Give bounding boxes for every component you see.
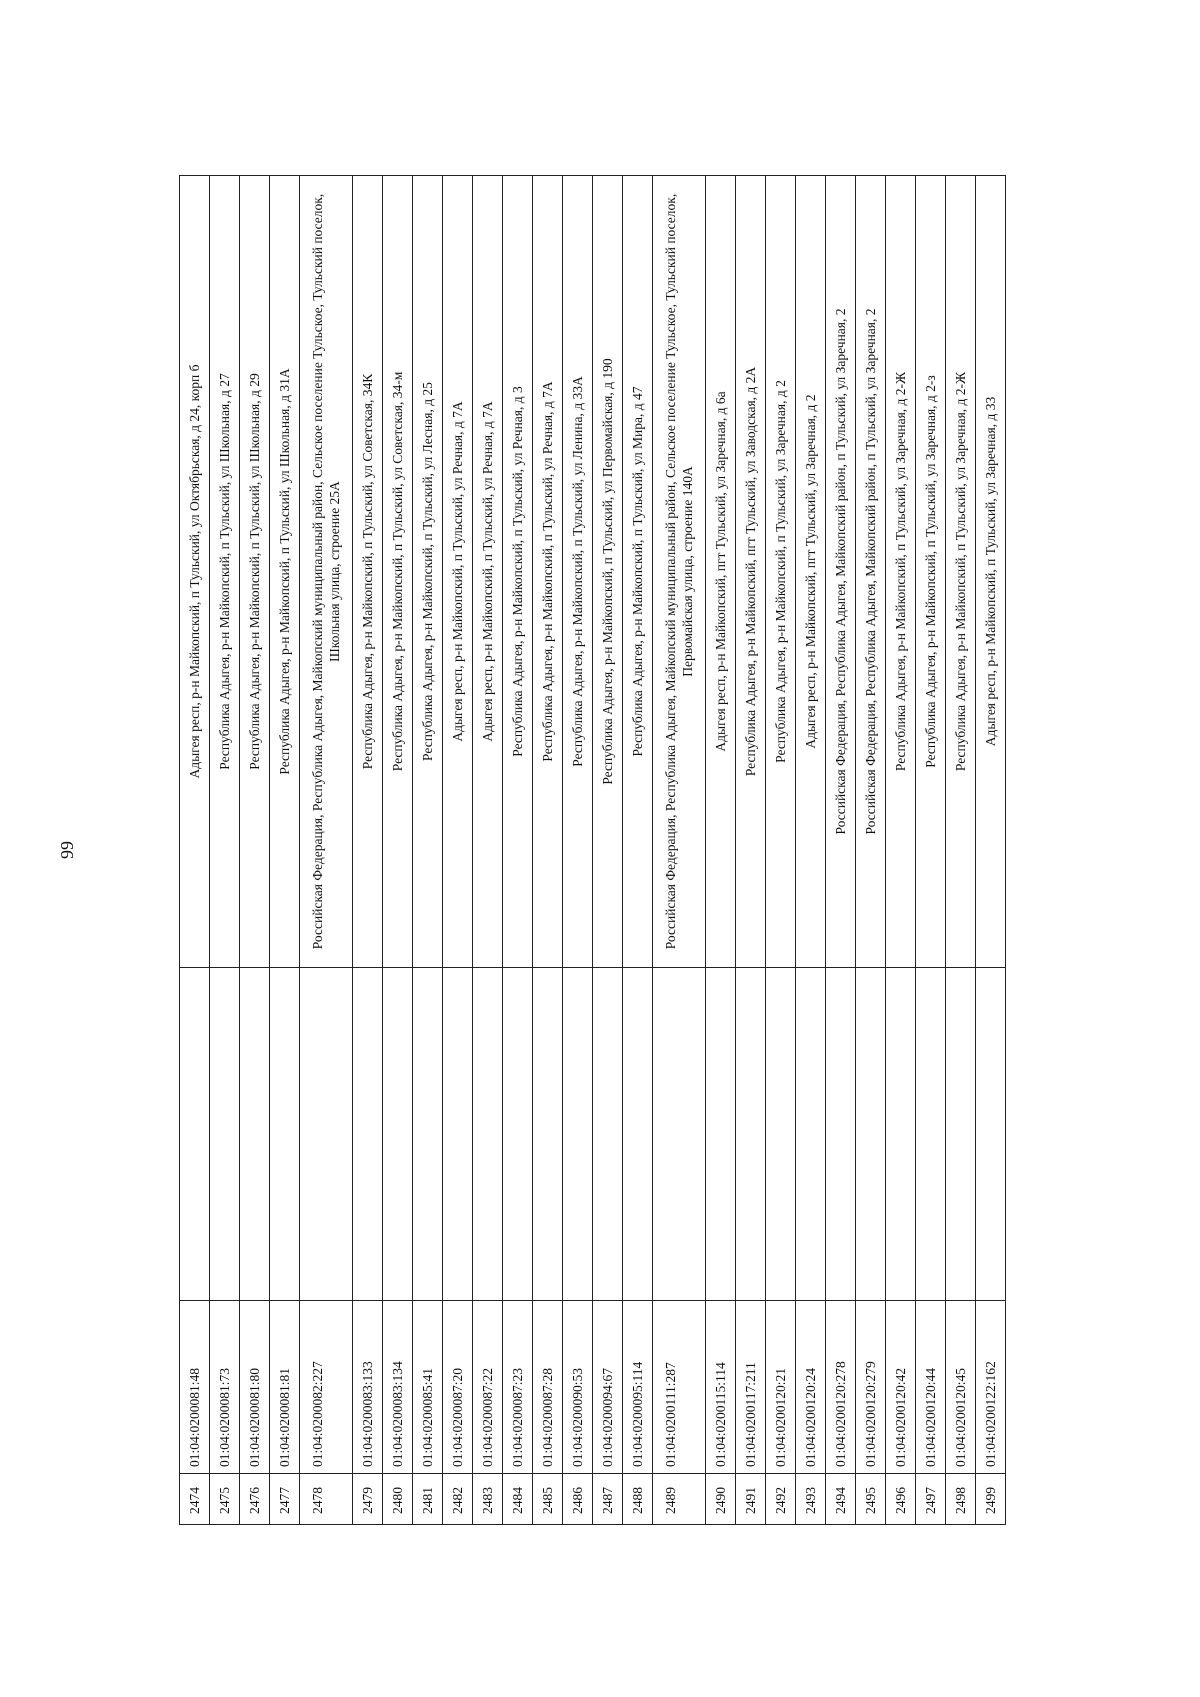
row-number: 2497	[916, 1474, 946, 1525]
empty-cell	[383, 968, 413, 1301]
empty-cell	[796, 968, 826, 1301]
cadastral-number: 01:04:0200120:42	[886, 1301, 916, 1474]
cadastral-number: 01:04:0200095:114	[623, 1301, 653, 1474]
row-number: 2482	[443, 1474, 473, 1525]
table-row	[353, 176, 383, 1525]
address: Российская Федерация, Республика Адыгея, Майкопский муниципальный район, Сельское поселение Тульское, Тульский поселок, Первомайская улица, строение 140А	[653, 176, 706, 968]
table-row	[533, 176, 563, 1525]
empty-cell	[826, 968, 856, 1301]
cadastral-number: 01:04:0200117:211	[736, 1301, 766, 1474]
empty-cell	[413, 968, 443, 1301]
cadastral-number: 01:04:0200083:133	[353, 1301, 383, 1474]
row-number: 2476	[240, 1474, 270, 1525]
empty-cell	[976, 968, 1006, 1301]
cadastral-number: 01:04:0200111:287	[653, 1301, 706, 1474]
empty-cell	[533, 968, 563, 1301]
table-row	[443, 176, 473, 1525]
row-number: 2486	[563, 1474, 593, 1525]
address: Республика Адыгея, р-н Майкопский, п Тульский, ул Мира, д 47	[623, 176, 653, 968]
table-row	[796, 176, 826, 1525]
cadastral-number: 01:04:0200081:48	[180, 1301, 210, 1474]
table-row	[856, 176, 886, 1525]
table-row	[653, 176, 706, 1525]
table-row	[210, 176, 240, 1525]
table-row	[976, 176, 1006, 1525]
cadastral-number: 01:04:0200120:24	[796, 1301, 826, 1474]
table-row	[180, 176, 210, 1525]
address: Республика Адыгея, р-н Майкопский, п Тульский, ул Заречная, д 2-Ж	[886, 176, 916, 968]
table-row	[736, 176, 766, 1525]
empty-cell	[623, 968, 653, 1301]
row-number: 2493	[796, 1474, 826, 1525]
row-number: 2489	[653, 1474, 706, 1525]
address: Российская Федерация, Республика Адыгея, Майкопский муниципальный район, Сельское поселение Тульское, Тульский поселок, Школьная улица, строение 25А	[300, 176, 353, 968]
empty-cell	[443, 968, 473, 1301]
row-number: 2487	[593, 1474, 623, 1525]
address: Республика Адыгея, р-н Майкопский, п Тульский, ул Школьная, д 31А	[270, 176, 300, 968]
table-row	[706, 176, 736, 1525]
address: Республика Адыгея, р-н Майкопский, пгт Тульский, ул Заводская, д 2А	[736, 176, 766, 968]
empty-cell	[653, 968, 706, 1301]
address: Адыгея респ, р-н Майкопский, п Тульский, ул Речная, д 7А	[443, 176, 473, 968]
registry-table	[179, 175, 1006, 1525]
address: Республика Адыгея, р-н Майкопский, п Тульский, ул Заречная, д 2-з	[916, 176, 946, 968]
address: Российская Федерация, Республика Адыгея, Майкопский район, п Тульский, ул Заречная, 2	[856, 176, 886, 968]
address: Республика Адыгея, р-н Майкопский, п Тульский, ул Советская, 34-м	[383, 176, 413, 968]
row-number: 2488	[623, 1474, 653, 1525]
cadastral-number: 01:04:0200120:278	[826, 1301, 856, 1474]
table-row	[473, 176, 503, 1525]
address: Республика Адыгея, р-н Майкопский, п Тульский, ул Советская, 34К	[353, 176, 383, 968]
address: Республика Адыгея, р-н Майкопский, п Тульский, ул Ленина, д 33А	[563, 176, 593, 968]
empty-cell	[240, 968, 270, 1301]
empty-cell	[300, 968, 353, 1301]
empty-cell	[180, 968, 210, 1301]
empty-cell	[856, 968, 886, 1301]
table-row	[563, 176, 593, 1525]
address: Адыгея респ, р-н Майкопский, пгт Тульский, ул Заречная, д 2	[796, 176, 826, 968]
table-row	[593, 176, 623, 1525]
cadastral-number: 01:04:0200081:73	[210, 1301, 240, 1474]
cadastral-number: 01:04:0200115:114	[706, 1301, 736, 1474]
row-number: 2480	[383, 1474, 413, 1525]
row-number: 2491	[736, 1474, 766, 1525]
row-number: 2494	[826, 1474, 856, 1525]
row-number: 2477	[270, 1474, 300, 1525]
address: Республика Адыгея, р-н Майкопский, п Тульский, ул Речная, д 3	[503, 176, 533, 968]
table-row	[413, 176, 443, 1525]
table-row	[916, 176, 946, 1525]
table-row	[503, 176, 533, 1525]
cadastral-number: 01:04:0200081:80	[240, 1301, 270, 1474]
table-row	[270, 176, 300, 1525]
cadastral-number: 01:04:0200087:23	[503, 1301, 533, 1474]
row-number: 2495	[856, 1474, 886, 1525]
empty-cell	[210, 968, 240, 1301]
registry-table-body	[180, 176, 1006, 1525]
row-number: 2498	[946, 1474, 976, 1525]
cadastral-number: 01:04:0200120:44	[916, 1301, 946, 1474]
cadastral-number: 01:04:0200094:67	[593, 1301, 623, 1474]
row-number: 2490	[706, 1474, 736, 1525]
address: Республика Адыгея, р-н Майкопский, п Тульский, ул Речная, д 7А	[533, 176, 563, 968]
cadastral-number: 01:04:0200122:162	[976, 1301, 1006, 1474]
row-number: 2475	[210, 1474, 240, 1525]
table-row	[766, 176, 796, 1525]
cadastral-number: 01:04:0200083:134	[383, 1301, 413, 1474]
cadastral-number: 01:04:0200087:28	[533, 1301, 563, 1474]
empty-cell	[706, 968, 736, 1301]
cadastral-number: 01:04:0200082:227	[300, 1301, 353, 1474]
table-row	[826, 176, 856, 1525]
row-number: 2492	[766, 1474, 796, 1525]
address: Республика Адыгея, р-н Майкопский, п Тульский, ул Школьная, д 27	[210, 176, 240, 968]
cadastral-number: 01:04:0200087:20	[443, 1301, 473, 1474]
cadastral-number: 01:04:0200120:45	[946, 1301, 976, 1474]
address: Адыгея респ, р-н Майкопский, пгт Тульский, ул Заречная, д 6а	[706, 176, 736, 968]
row-number: 2479	[353, 1474, 383, 1525]
empty-cell	[270, 968, 300, 1301]
address: Российская Федерация, Республика Адыгея, Майкопский район, п Тульский, ул Заречная, 2	[826, 176, 856, 968]
cadastral-number: 01:04:0200120:279	[856, 1301, 886, 1474]
empty-cell	[473, 968, 503, 1301]
row-number: 2485	[533, 1474, 563, 1525]
address: Адыгея респ, р-н Майкопский, п Тульский, ул Речная, д 7А	[473, 176, 503, 968]
cadastral-number: 01:04:0200120:21	[766, 1301, 796, 1474]
empty-cell	[503, 968, 533, 1301]
empty-cell	[593, 968, 623, 1301]
empty-cell	[916, 968, 946, 1301]
row-number: 2478	[300, 1474, 353, 1525]
table-row	[946, 176, 976, 1525]
table-row	[300, 176, 353, 1525]
table-row	[240, 176, 270, 1525]
row-number: 2474	[180, 1474, 210, 1525]
table-row	[383, 176, 413, 1525]
address: Республика Адыгея, р-н Майкопский, п Тульский, ул Школьная, д 29	[240, 176, 270, 968]
address: Адыгея респ, р-н Майкопский, п Тульский, ул Заречная, д 33	[976, 176, 1006, 968]
empty-cell	[736, 968, 766, 1301]
empty-cell	[886, 968, 916, 1301]
row-number: 2496	[886, 1474, 916, 1525]
address: Республика Адыгея, р-н Майкопский, п Тульский, ул Лесная, д 25	[413, 176, 443, 968]
address: Адыгея респ, р-н Майкопский, п Тульский, ул Октябрьская, д 24, корп б	[180, 176, 210, 968]
address: Республика Адыгея, р-н Майкопский, п Тульский, ул Первомайская, д 190	[593, 176, 623, 968]
address: Республика Адыгея, р-н Майкопский, п Тульский, ул Заречная, д 2-Ж	[946, 176, 976, 968]
cadastral-number: 01:04:0200081:81	[270, 1301, 300, 1474]
cadastral-number: 01:04:0200090:53	[563, 1301, 593, 1474]
empty-cell	[563, 968, 593, 1301]
row-number: 2483	[473, 1474, 503, 1525]
cadastral-number: 01:04:0200085:41	[413, 1301, 443, 1474]
row-number: 2499	[976, 1474, 1006, 1525]
cadastral-number: 01:04:0200087:22	[473, 1301, 503, 1474]
row-number: 2484	[503, 1474, 533, 1525]
empty-cell	[353, 968, 383, 1301]
address: Республика Адыгея, р-н Майкопский, п Тульский, ул Заречная, д 2	[766, 176, 796, 968]
table-row	[623, 176, 653, 1525]
row-number: 2481	[413, 1474, 443, 1525]
rotated-page	[47, 175, 1147, 1525]
empty-cell	[766, 968, 796, 1301]
table-row	[886, 176, 916, 1525]
page-number: 99	[57, 841, 77, 859]
empty-cell	[946, 968, 976, 1301]
